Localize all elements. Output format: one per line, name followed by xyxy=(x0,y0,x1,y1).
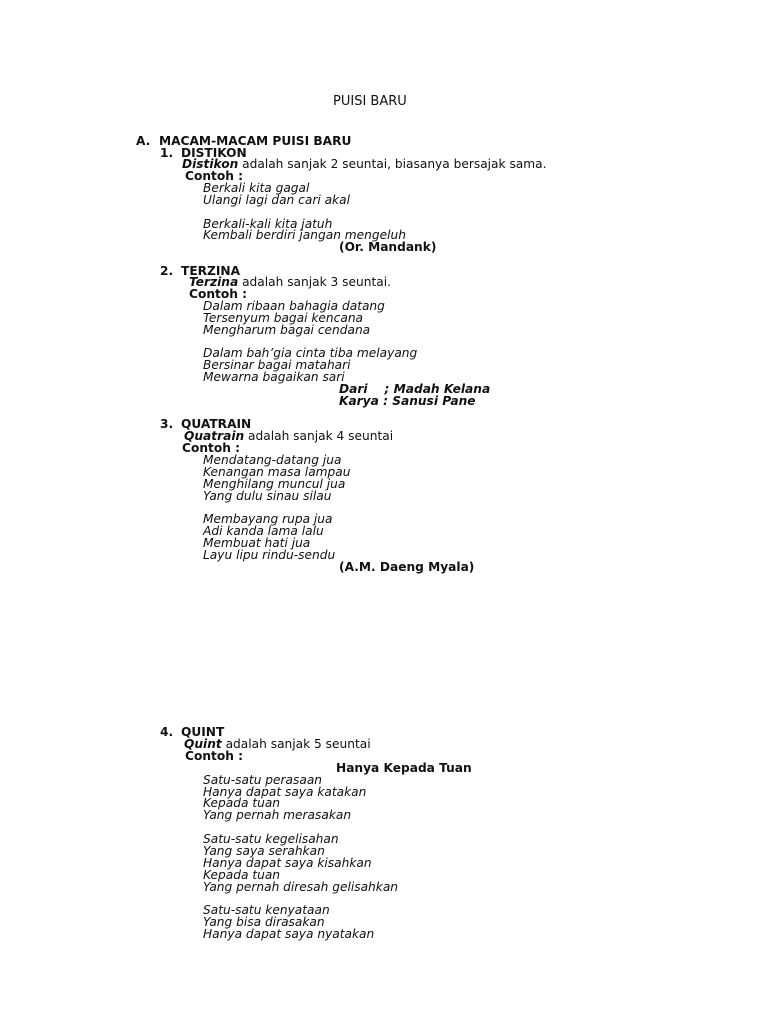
item-heading: DISTIKON xyxy=(181,146,247,160)
poem-line: Membuat hati jua xyxy=(203,536,311,550)
poem-source: Dari ; Madah Kelana xyxy=(339,382,491,396)
section-heading: MACAM-MACAM PUISI BARU xyxy=(159,134,352,148)
definition-text: adalah sanjak 5 seuntai xyxy=(221,737,371,751)
poem-line: Mewarna bagaikan sari xyxy=(203,370,345,384)
poem-line: Satu-satu perasaan xyxy=(203,773,323,787)
poem-line: Yang pernah diresah gelisahkan xyxy=(203,880,399,894)
poem-line: Layu lipu rindu-sendu xyxy=(203,548,336,562)
poem-line: Ulangi lagi dan cari akal xyxy=(203,193,350,207)
poem-line: Mendatang-datang jua xyxy=(203,453,342,467)
poem-line: Kepada tuan xyxy=(203,796,281,810)
poem-line: Adi kanda lama lalu xyxy=(203,524,324,538)
definition-term: Quint xyxy=(184,737,222,751)
poem-line: Tersenyum bagai kencana xyxy=(203,311,364,325)
definition-text: adalah sanjak 4 seuntai xyxy=(244,429,394,443)
poem-line: Membayang rupa jua xyxy=(203,512,333,526)
contoh-label: Contoh : xyxy=(189,287,247,301)
contoh-label: Contoh : xyxy=(185,749,243,763)
poem-line: Dalam bah’gia cinta tiba melayang xyxy=(203,346,418,360)
definition-term: Distikon xyxy=(182,157,239,171)
item-heading: TERZINA xyxy=(181,264,241,278)
poem-line: Mengharum bagai cendana xyxy=(203,323,371,337)
definition-text: adalah sanjak 3 seuntai. xyxy=(238,275,391,289)
item-heading: QUATRAIN xyxy=(181,417,252,431)
poem-credit: (Or. Mandank) xyxy=(339,240,437,254)
item-number: 4. xyxy=(160,725,174,739)
poem-line: Menghilang muncul jua xyxy=(203,477,346,491)
poem-line: Yang dulu sinau silau xyxy=(203,489,332,503)
definition-term: Quatrain xyxy=(184,429,245,443)
item-number: 2. xyxy=(160,264,174,278)
poem-line: Berkali-kali kita jatuh xyxy=(203,217,333,231)
poem-line: Yang saya serahkan xyxy=(203,844,325,858)
poem-line: Dalam ribaan bahagia datang xyxy=(203,299,385,313)
poem-line: Bersinar bagai matahari xyxy=(203,358,351,372)
poem-line: Berkali kita gagal xyxy=(203,181,310,195)
poem-title: Hanya Kepada Tuan xyxy=(336,761,472,775)
definition-term: Terzina xyxy=(189,275,239,289)
poem-line: Kembali berdiri jangan mengeluh xyxy=(203,228,406,242)
poem-line: Satu-satu kegelisahan xyxy=(203,832,339,846)
section-letter: A. xyxy=(136,134,151,148)
definition-text: adalah sanjak 2 seuntai, biasanya bersajak sama. xyxy=(238,157,547,171)
poem-line: Hanya dapat saya nyatakan xyxy=(203,927,375,941)
item-number: 1. xyxy=(160,146,174,160)
poem-line: Yang pernah merasakan xyxy=(203,808,352,822)
poem-line: Satu-satu kenyataan xyxy=(203,903,330,917)
contoh-label: Contoh : xyxy=(182,441,240,455)
contoh-label: Contoh : xyxy=(185,169,243,183)
poem-line: Kepada tuan xyxy=(203,868,281,882)
poem-line: Kenangan masa lampau xyxy=(203,465,351,479)
page-title: PUISI BARU xyxy=(333,94,407,109)
item-number: 3. xyxy=(160,417,174,431)
poem-line: Yang bisa dirasakan xyxy=(203,915,325,929)
item-heading: QUINT xyxy=(181,725,225,739)
poem-author: Karya : Sanusi Pane xyxy=(339,394,476,408)
poem-line: Hanya dapat saya kisahkan xyxy=(203,856,372,870)
poem-line: Hanya dapat saya katakan xyxy=(203,785,367,799)
poem-credit: (A.M. Daeng Myala) xyxy=(339,560,475,574)
